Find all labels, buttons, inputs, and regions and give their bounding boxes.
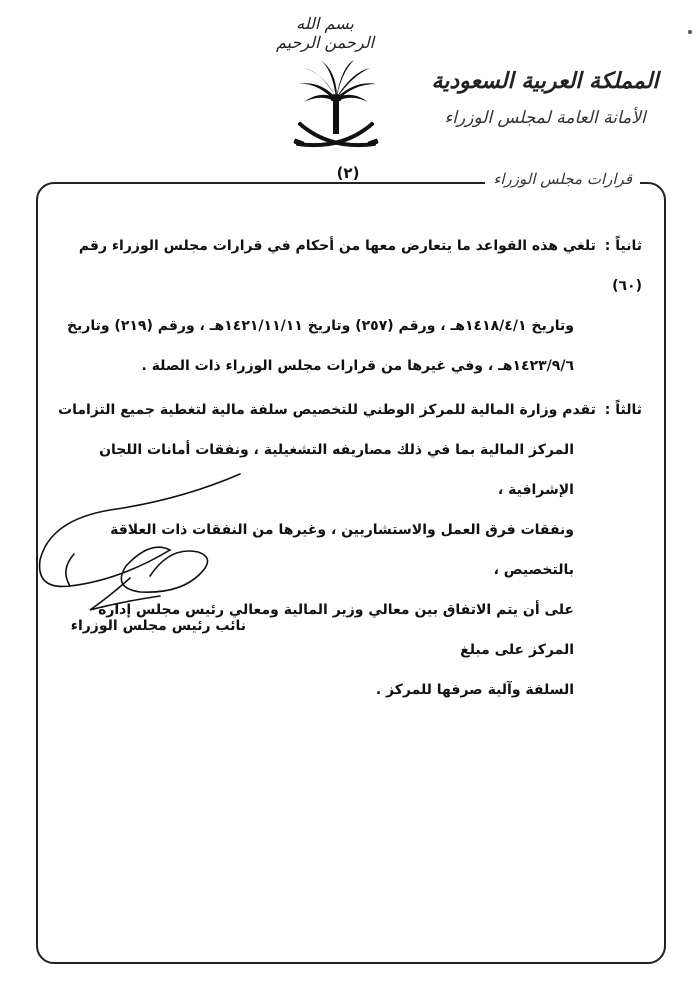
- clause-line: ونفقات فرق العمل والاستشاريين ، وغيرها من النفقات ذات العلاقة بالتخصيص ،: [110, 522, 574, 578]
- handwritten-signature-icon: [30, 470, 270, 630]
- clause-label: ثانياً :: [604, 238, 642, 254]
- clause-line: تقدم وزارة المالية للمركز الوطني للتخصيص سلفة مالية لتغطية جميع التزامات: [58, 402, 596, 418]
- clause-text: [50, 238, 642, 386]
- signatory-title: نائب رئيس مجلس الوزراء: [70, 618, 246, 634]
- secretariat-title: الأمانة العامة لمجلس الوزراء: [444, 108, 646, 128]
- kingdom-title: المملكة العربية السعودية: [431, 68, 659, 94]
- clause-line: تلغي هذه القواعد ما يتعارض معها من أحكام في قرارات مجلس الوزراء رقم (٦٠): [78, 238, 642, 294]
- letterhead: [430, 66, 660, 132]
- clause-second: [50, 226, 642, 386]
- decision-label: قرارات مجلس الوزراء: [485, 170, 640, 188]
- palm-swords-emblem-icon: [290, 58, 382, 154]
- clause-line: ١٤٢٣/٩/٦هـ ، وفي غيرها من قرارات مجلس الوزراء ذات الصلة .: [141, 358, 574, 374]
- clause-line: وتاريخ ١٤١٨/٤/١هـ ، ورقم (٢٥٧) وتاريخ ١٤٢١/١١/١١هـ ، ورقم (٢١٩) وتاريخ: [66, 318, 574, 334]
- edge-mark: [688, 30, 692, 34]
- page-number: (٢): [336, 164, 360, 182]
- basmala: بسم الله الرحمن الرحيم: [275, 14, 375, 52]
- clause-label: ثالثاً :: [604, 402, 642, 418]
- clause-line: السلفة وآلية صرفها للمركز .: [375, 682, 574, 698]
- clause-line: المركز المالية بما في ذلك مصاريفه التشغيلية ، ونفقات أمانات اللجان الإشرافية ،: [99, 442, 574, 498]
- clause-line: على أن يتم الاتفاق بين معالي وزير المالية ومعالي رئيس مجلس إدارة المركز على مبلغ: [98, 602, 574, 658]
